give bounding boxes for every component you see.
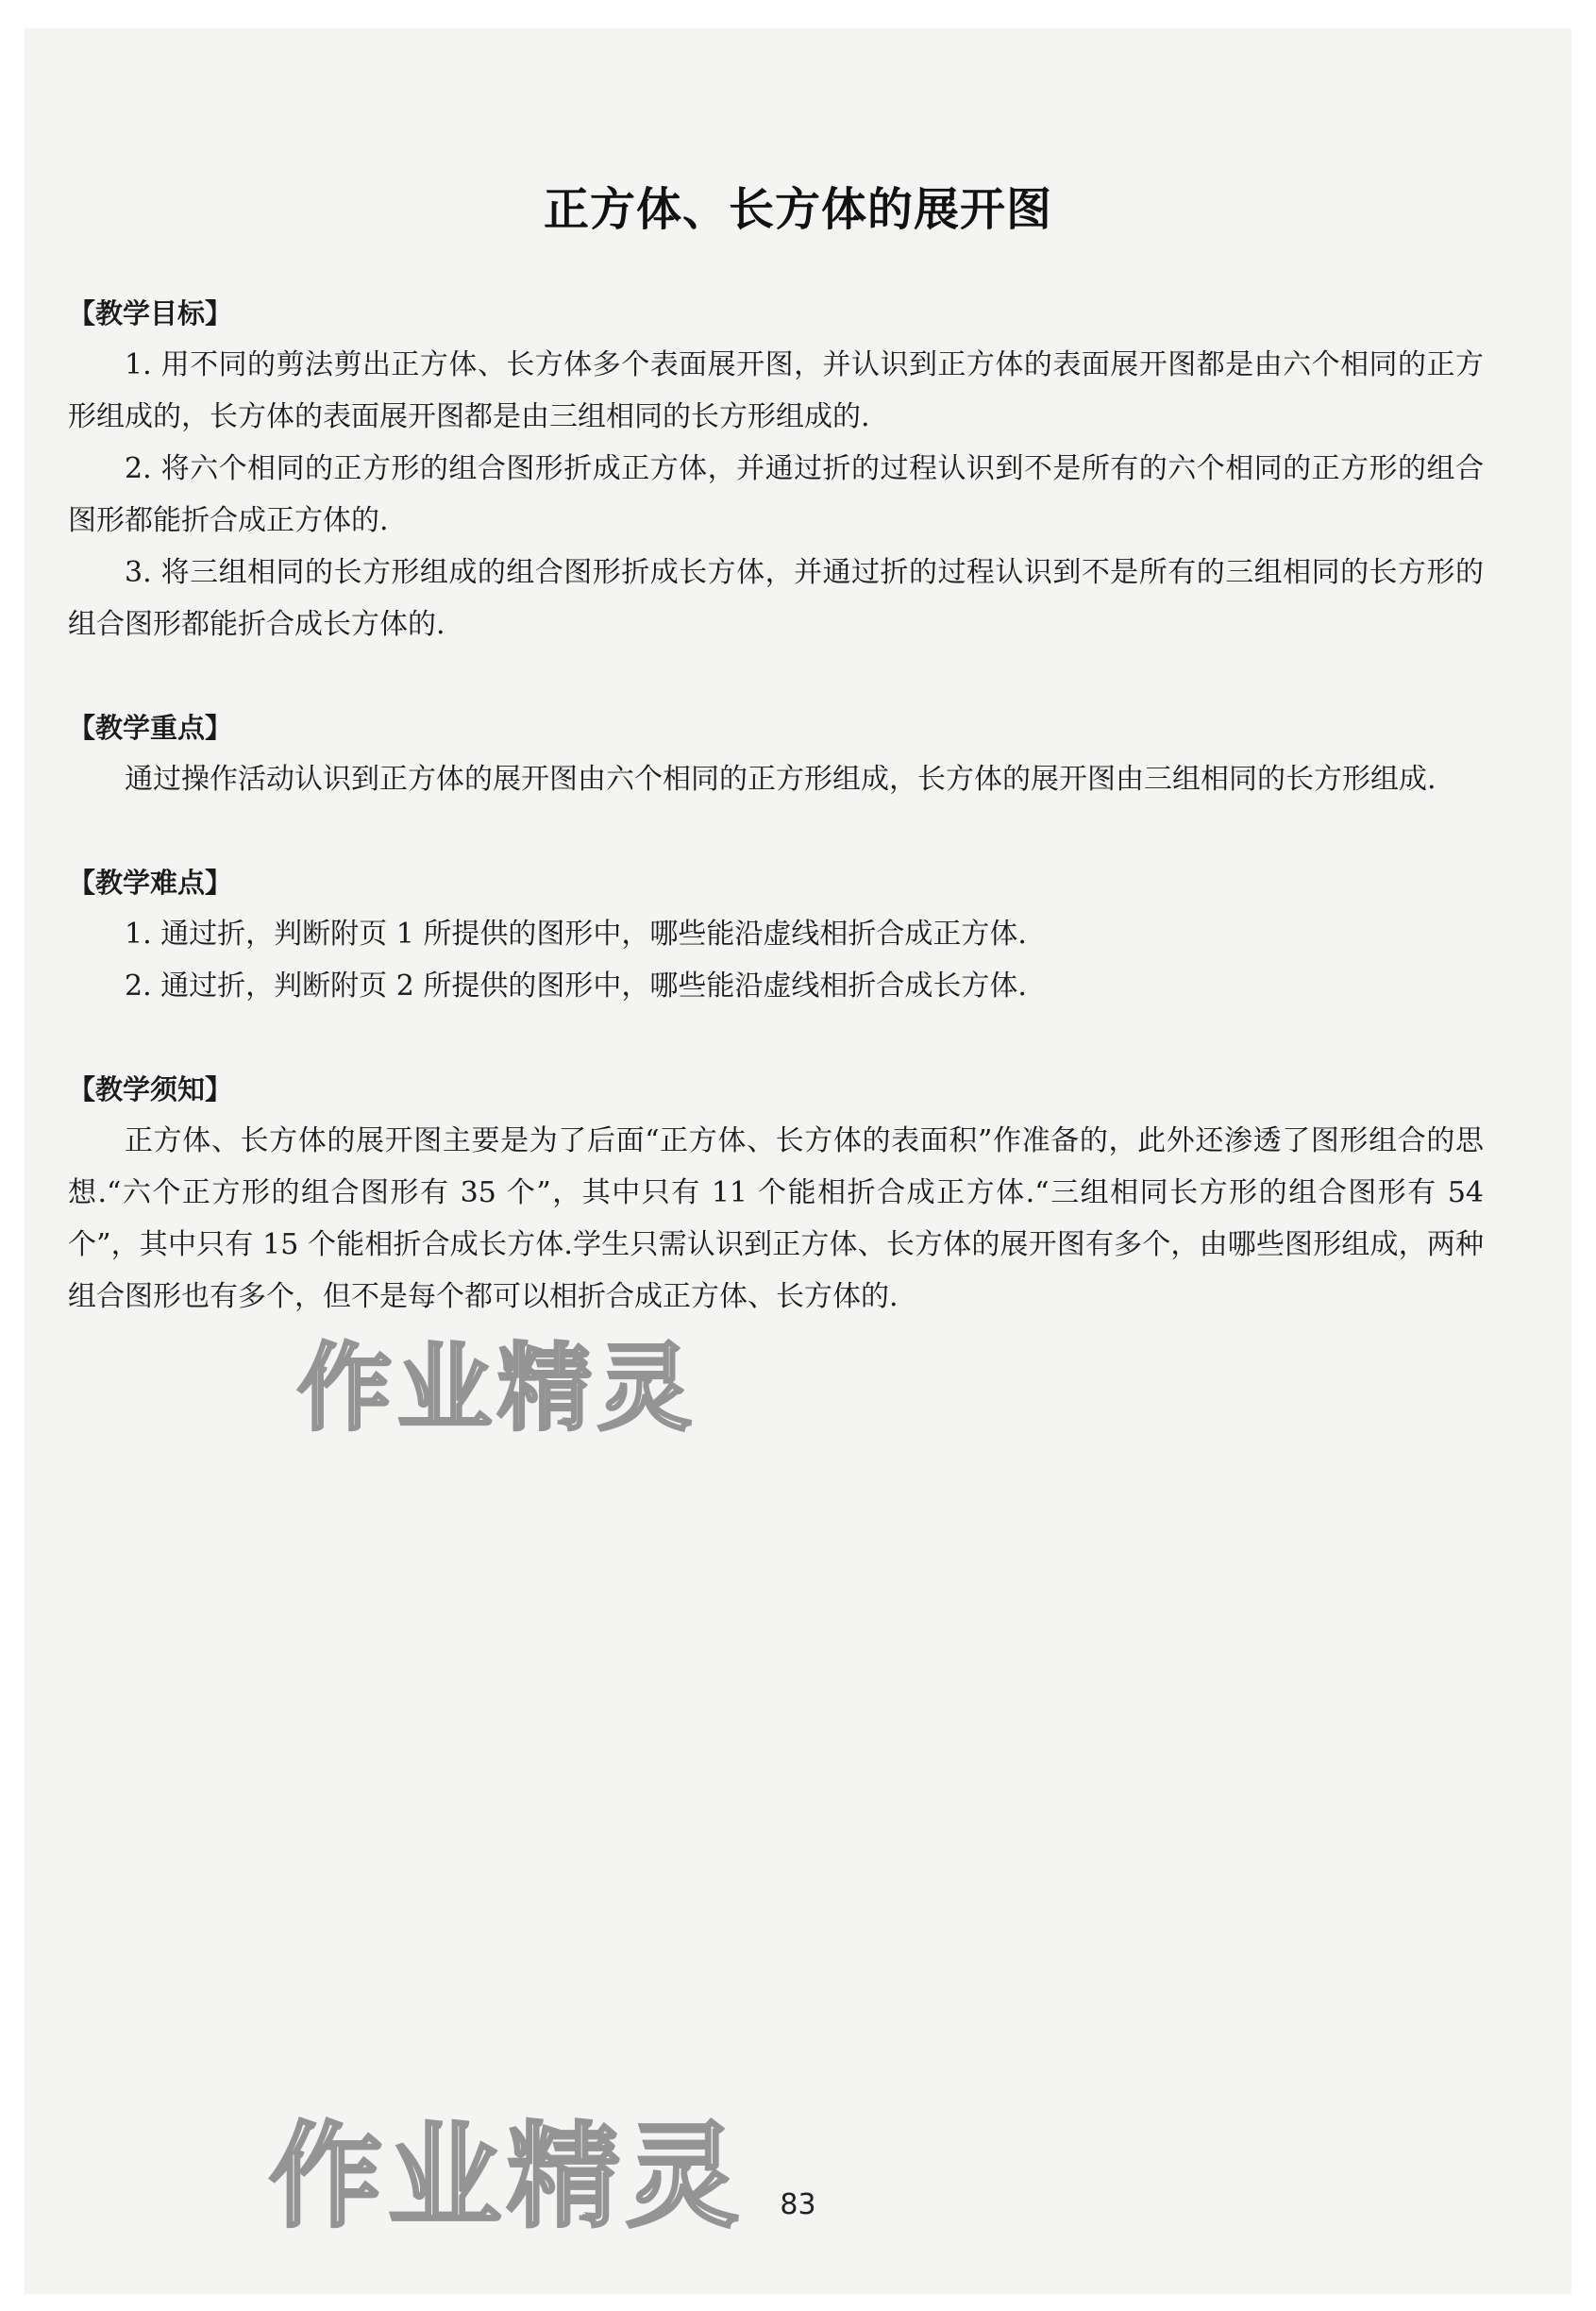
page-number: 83 <box>780 2188 816 2221</box>
difficulty-item-1: 1. 通过折，判断附页 1 所提供的图形中，哪些能沿虚线相折合成正方体. <box>125 918 1027 951</box>
objective-item-2: 2. 将六个相同的正方形的组合图形折成正方体，并通过折的过程认识到不是所有的六个相同的正方形的组合图形都能折合成正方体的. <box>68 452 1484 537</box>
objective-item-1: 1. 用不同的剪法剪出正方体、长方体多个表面展开图，并认识到正方体的表面展开图都是由六个相同的正方形组成的，长方体的表面展开图都是由三组相同的长方形组成的. <box>68 348 1484 433</box>
page-title: 正方体、长方体的展开图 <box>543 183 1052 236</box>
section-heading: 【教学须知】 <box>68 1073 233 1105</box>
section-teaching-objectives <box>68 288 1484 650</box>
key-point-text: 通过操作活动认识到正方体的展开图由六个相同的正方形组成，长方体的展开图由三组相同的长方形组成. <box>125 763 1436 796</box>
section-teaching-notes <box>68 1064 1484 1323</box>
objective-item-3: 3. 将三组相同的长方形组成的组合图形折成长方体，并通过折的过程认识到不是所有的三组相同的长方形的组合图形都能折合成长方体的. <box>68 556 1484 641</box>
section-key-points <box>68 702 1484 805</box>
difficulty-item-2: 2. 通过折，判断附页 2 所提供的图形中，哪些能沿虚线相折合成长方体. <box>125 970 1027 1003</box>
section-heading: 【教学目标】 <box>68 297 233 329</box>
teaching-notes-text: 正方体、长方体的展开图主要是为了后面“正方体、长方体的表面积”作准备的，此外还渗透了图形组合的思想.“六个正方形的组合图形有 35 个”，其中只有 11 个能相折合成正方体.“三组相同长方形的组合图形有 54 个”，其中只有 15 个能相折合成长方体.学生只需认识到正方体、长方体的展开图有多个，由哪些图形组成，两种组合图形也有多个，但不是每个都可以相折合成正方体、长方体的. <box>68 1124 1484 1313</box>
section-heading: 【教学难点】 <box>68 867 233 899</box>
section-heading: 【教学重点】 <box>68 712 233 744</box>
section-difficulties <box>68 857 1484 1012</box>
lesson-content <box>68 288 1484 1323</box>
